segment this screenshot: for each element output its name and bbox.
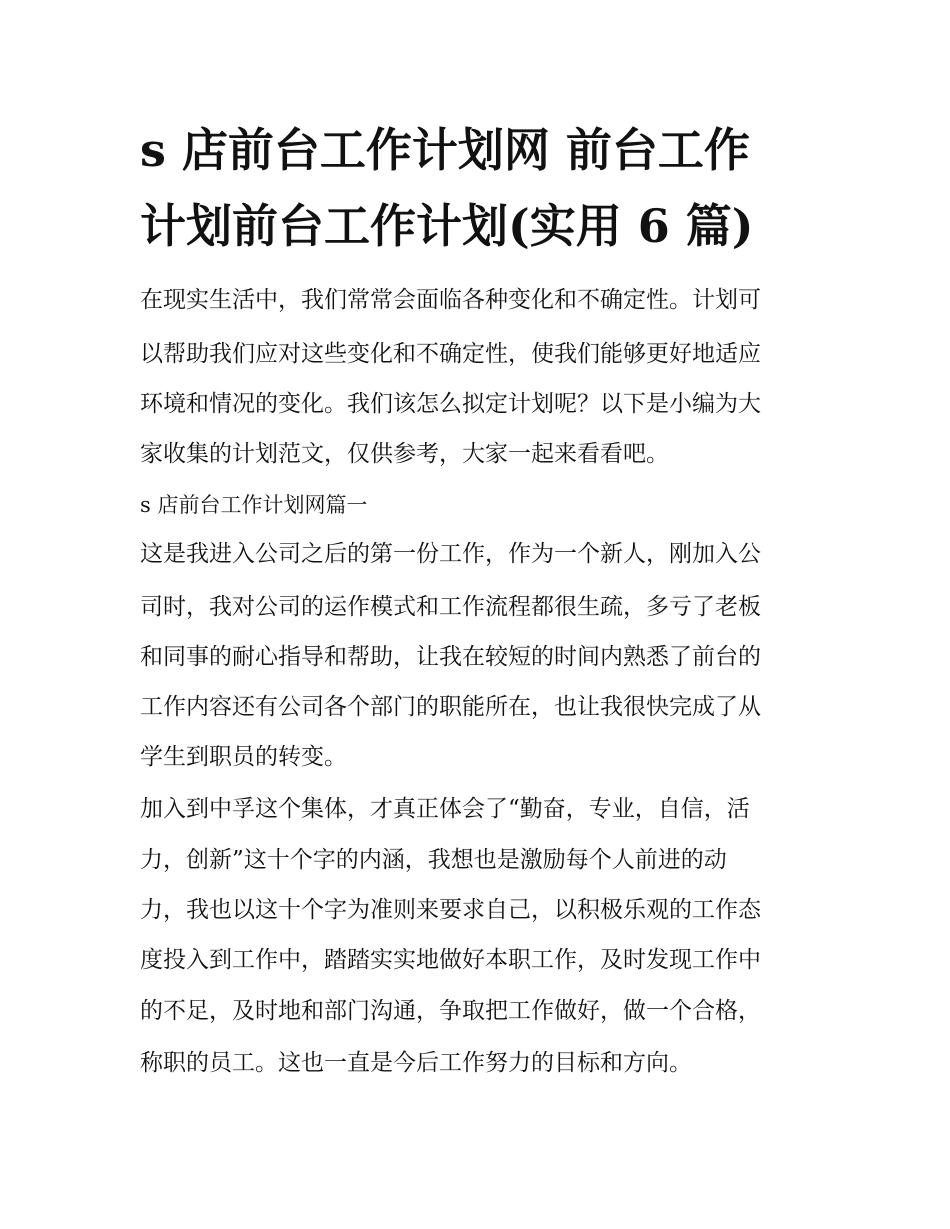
paragraph2-line-6: 称职的员工。这也一直是今后工作努力的目标和方向。 [140,1050,692,1076]
paragraph1-line-2: 司时，我对公司的运作模式和工作流程都很生疏，多亏了老板 [140,594,761,620]
intro-line-3: 环境和情况的变化。我们该怎么拟定计划呢？以下是小编为大 [140,391,761,417]
intro-line-1: 在现实生活中，我们常常会面临各种变化和不确定性。计划可 [140,287,761,313]
paragraph2-line-3: 力，我也以这十个字为准则来要求自己，以积极乐观的工作态 [140,897,761,923]
paragraph2-line-4: 度投入到工作中，踏踏实实地做好本职工作，及时发现工作中 [140,947,761,973]
paragraph2-line-2: 力，创新”这十个字的内涵，我想也是激励每个人前进的动 [140,847,727,873]
document-title [140,112,820,264]
paragraph2-line-5: 的不足，及时地和部门沟通，争取把工作做好，做一个合格， [140,998,761,1024]
paragraph1-line-1: 这是我进入公司之后的第一份工作，作为一个新人，刚加入公 [140,541,761,567]
paragraph1-line-3: 和同事的耐心指导和帮助，让我在较短的时间内熟悉了前台的 [140,644,761,670]
paragraph1-line-4: 工作内容还有公司各个部门的职能所在，也让我很快完成了从 [140,694,761,720]
title-line-2: 计划前台工作计划(实用 6 篇) [140,199,754,253]
title-line-1: s 店前台工作计划网 前台工作 [140,123,750,177]
section-heading: s 店前台工作计划网篇一 [140,493,368,517]
paragraph1-line-5: 学生到职员的转变。 [140,744,347,770]
intro-line-2: 以帮助我们应对这些变化和不确定性，使我们能够更好地适应 [140,341,761,367]
intro-line-4: 家收集的计划范文，仅供参考，大家一起来看看吧。 [140,441,669,467]
paragraph2-line-1: 加入到中孚这个集体，才真正体会了“勤奋，专业，自信，活 [140,796,750,822]
